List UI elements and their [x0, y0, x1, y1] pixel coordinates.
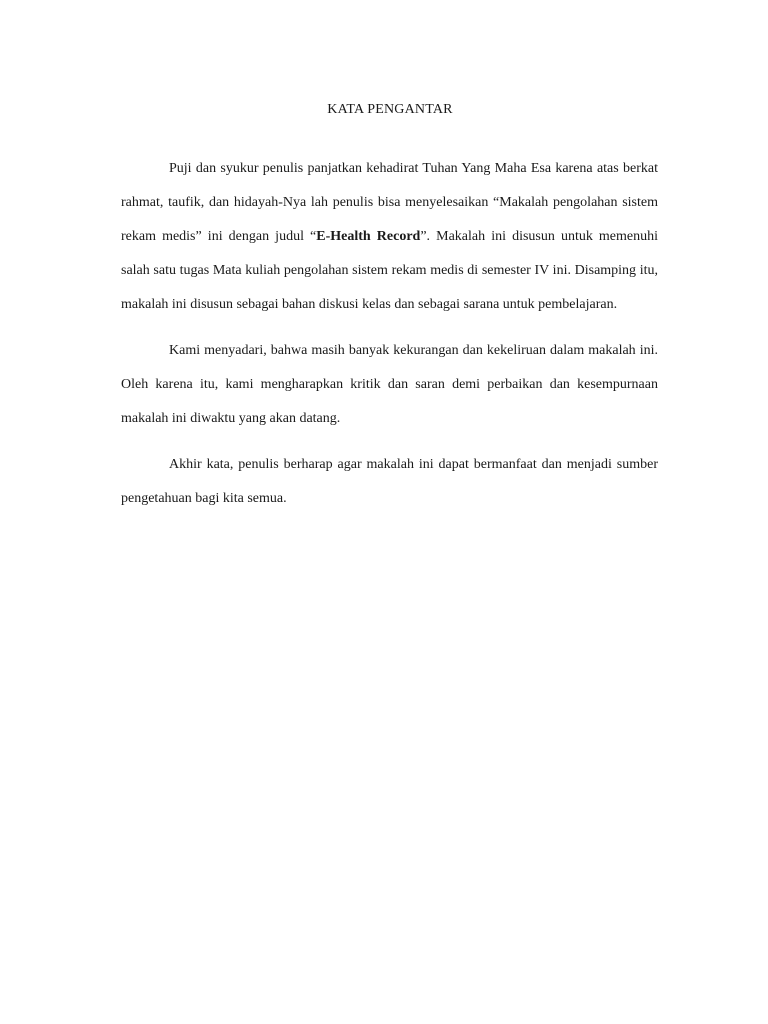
paragraph-1-text-end: ”. Makalah ini disusun untuk memenuhi salah satu tugas Mata kuliah pengolahan sistem rekam medis di semester IV ini. Disamping itu, makalah ini disusun sebagai bahan diskusi kelas dan sebagai sarana untuk pembelajaran. [121, 229, 659, 312]
paragraph-1 [121, 152, 658, 322]
paragraph-1-text-start: Puji dan syukur penulis panjatkan kehadirat Tuhan Yang Maha Esa karena atas berkat rahmat, taufik, dan hidayah-Nya lah penulis bisa menyelesaikan “Makalah pengolahan sistem rekam medis” ini dengan judul “ [121, 161, 658, 244]
paragraph-3: Akhir kata, penulis berharap agar makalah ini dapat bermanfaat dan menjadi sumber pengetahuan bagi kita semua. [121, 457, 658, 506]
paragraph-2: Kami menyadari, bahwa masih banyak kekurangan dan kekeliruan dalam makalah ini. Oleh karena itu, kami mengharapkan kritik dan saran demi perbaikan dan kesempurnaan makalah ini diwaktu yang akan datang. [121, 343, 658, 426]
document-body [121, 152, 658, 516]
page-title: KATA PENGANTAR [327, 102, 453, 117]
paragraph-1-bold-title: E-Health Record [316, 229, 421, 244]
